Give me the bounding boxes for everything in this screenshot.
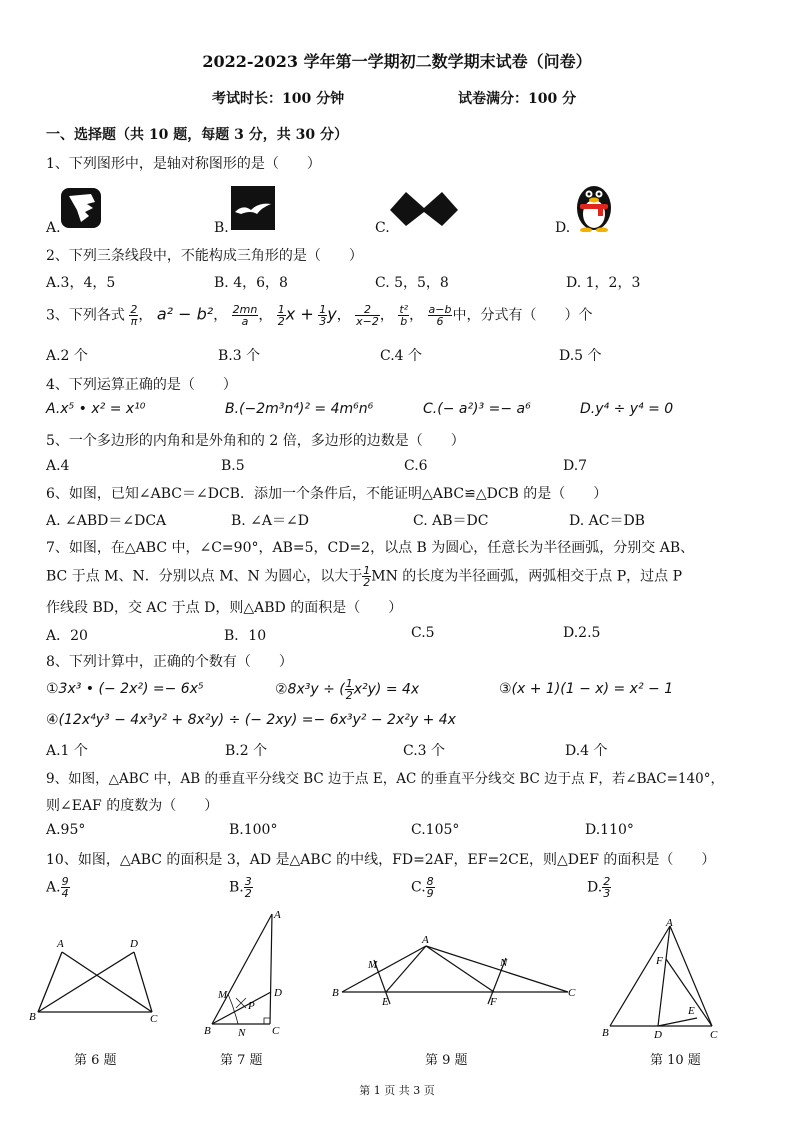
question-2-stem: 2、下列三条线段中，不能构成三角形的是（ ） [46,248,363,264]
question-3-option-d: D.5 个 [559,348,602,364]
question-2-option-a: A.3，4，5 [46,275,116,291]
question-7-option-c: C.5 [411,625,435,641]
flying-bird-icon [231,186,275,230]
fig9-label-c: C [568,987,576,999]
fig7-label-a: A [274,909,281,921]
question-4-option-b: B.(−2m³n⁴)² = 4m⁶n⁶ [225,401,374,417]
question-9-option-b: B.100° [229,822,278,838]
fig7-label-m: M [218,989,228,1001]
section-title: 一、选择题（共 10 题，每题 3 分，共 30 分） [46,127,348,143]
exam-duration: 考试时长：100 分钟 [212,91,345,107]
fig9-label-e: E [382,996,389,1008]
question-2-option-d: D. 1，2，3 [566,275,641,291]
question-7-line-2: BC 于点 M、N．分别以点 M、N 为圆心，以大于 $\frac{1}{2}$ MN 的长度为半径画弧，两弧相交于点 P，过点 P [46,564,683,589]
page-number: 第 1 页 共 3 页 [359,1084,435,1097]
question-8-option-d: D.4 个 [565,743,608,759]
fig7-label-d: D [274,987,282,999]
fig10-label-e: E [688,1005,695,1017]
question-6-option-b: B. ∠A＝∠D [231,513,309,529]
figure-7-caption: 第 7 题 [220,1053,263,1068]
question-8-item-3: ③(x + 1)(1 − x) = x² − 1 [499,681,674,697]
page-title: 2022-2023 学年第一学期初二数学期末试卷（问卷） [202,52,592,71]
fig10-label-d: D [654,1029,662,1041]
question-5-option-a: A.4 [46,458,70,474]
question-6-option-d: D. AC＝DB [569,513,645,529]
figure-10-caption: 第 10 题 [650,1053,701,1068]
question-4-option-c: C.(− a²)³ =− a⁶ [423,401,531,417]
question-8-stem: 8、下列计算中，正确的个数有（ ） [46,654,293,670]
question-9-option-a: A.95° [46,822,86,838]
question-4-option-d: D.y⁴ ÷ y⁴ = 0 [580,401,674,417]
question-3-option-c: C.4 个 [380,348,423,364]
penguin-icon [572,180,616,232]
fig6-label-b: B [29,1011,36,1023]
fig10-label-f: F [656,955,663,967]
question-2-option-c: C. 5，5，8 [375,275,449,291]
question-4-stem: 4、下列运算正确的是（ ） [46,377,237,393]
question-7-line-1: 7、如图，在△ABC 中，∠C=90°，AB=5，CD=2，以点 B 为圆心，任意长为半径画弧，分别交 AB、 [46,540,695,556]
question-6-stem: 6、如图，已知∠ABC＝∠DCB．添加一个条件后，不能证明△ABC≌△DCB 的是（ ） [46,486,608,502]
fig7-label-p: P [248,1000,255,1012]
question-8-option-a: A.1 个 [46,743,88,759]
question-10-option-b: B. $\frac{3}{2}$ [229,875,252,900]
question-7-option-a: A．20 [46,628,88,644]
question-9-line-2: 则∠EAF 的度数为（ ） [46,798,219,814]
fig7-label-n: N [238,1027,246,1038]
figure-6 [26,930,166,1026]
bird-logo-icon [61,188,101,228]
question-10-option-a: A. $\frac{9}{4}$ [46,875,69,900]
fig10-label-c: C [710,1029,718,1041]
question-5-option-b: B.5 [221,458,245,474]
question-6-option-a: A. ∠ABD＝∠DCA [46,513,167,529]
question-7-option-d: D.2.5 [563,625,601,641]
question-1-stem: 1、下列图形中，是轴对称图形的是（ ） [46,156,321,172]
question-3-option-b: B.3 个 [218,348,261,364]
question-9-line-1: 9、如图，△ABC 中，AB 的垂直平分线交 BC 边于点 E，AC 的垂直平分线交 BC 边于点 F，若∠BAC=140°， [46,771,724,787]
question-7-line-3: 作线段 BD，交 AC 于点 D，则△ABD 的面积是（ ） [46,600,403,616]
exam-full-score: 试卷满分：100 分 [458,91,577,107]
fraction-one-half: $\frac{1}{2}$ [363,564,371,589]
fig9-label-a: A [422,934,429,946]
fig9-label-m: M [368,959,378,971]
question-8-item-4: ④(12x⁴y³ − 4x³y² + 8x²y) ÷ (− 2xy) =− 6x³y² − 2x²y + 4x [46,712,456,728]
question-10-option-c: C. $\frac{8}{9}$ [411,875,434,900]
fraction-2mn-over-a: $\frac{2mn}{a}$ [232,303,258,328]
question-8-option-b: B.2 个 [225,743,268,759]
question-6-option-c: C. AB＝DC [413,513,489,529]
fig6-label-c: C [150,1013,158,1025]
figure-6-caption: 第 6 题 [74,1053,117,1068]
question-7-option-b: B．10 [224,628,267,644]
question-8-option-c: C.3 个 [403,743,446,759]
question-1-option-b: B. [214,220,229,236]
fig6-label-a: A [57,938,64,950]
question-3-option-a: A.2 个 [46,348,88,364]
question-9-option-d: D.110° [585,822,634,838]
figure-9-caption: 第 9 题 [425,1053,468,1068]
figure-9 [328,932,582,1008]
fig9-label-n: N [500,957,508,969]
question-1-option-d: D. [555,220,571,236]
question-9-option-c: C.105° [411,822,460,838]
question-1-option-c: C. [375,220,390,236]
fig7-label-c: C [272,1025,280,1037]
fig9-label-f: F [490,996,497,1008]
figure-10 [596,914,728,1042]
question-3-stem: 3、下列各式 $\frac{2}{\pi}$ ， a² − b²， $\frac{2mn}{a}$ ， $\frac{1}{2}$ x + $\frac{1}{3}$ y， $\frac{2}{x-2}$ ， $\frac{\text{t²}}{b}$ ， $\frac{a-b}{6}$ 中，分式有（ ）个 [46,303,593,328]
fraction-2-over-pi: $\frac{2}{\pi}$ [130,303,138,328]
fig10-label-a: A [666,917,673,929]
question-5-option-d: D.7 [563,458,588,474]
fig10-label-b: B [602,1027,609,1039]
question-10-option-d: D. $\frac{2}{3}$ [587,875,611,900]
question-5-option-c: C.6 [404,458,428,474]
m-shape-icon [390,190,458,226]
fig6-label-d: D [130,938,138,950]
fig7-label-b: B [204,1025,211,1037]
fig9-label-b: B [332,987,339,999]
question-1-option-a: A. [46,220,61,236]
question-5-stem: 5、一个多边形的内角和是外角和的 2 倍，多边形的边数是（ ） [46,433,465,449]
figure-7 [198,908,292,1038]
question-10-stem: 10、如图，△ABC 的面积是 3，AD 是△ABC 的中线，FD=2AF，EF=2CE，则△DEF 的面积是（ ） [46,852,716,868]
question-4-option-a: A.x⁵ • x² = x¹⁰ [46,401,146,417]
question-8-item-1: ①3x³ • (− 2x²) =− 6x⁵ [46,681,204,697]
question-8-item-2: ②8x³y ÷ ( $\frac{1}{2}$ x²y) = 4x [275,677,420,702]
question-2-option-b: B. 4，6，8 [214,275,288,291]
